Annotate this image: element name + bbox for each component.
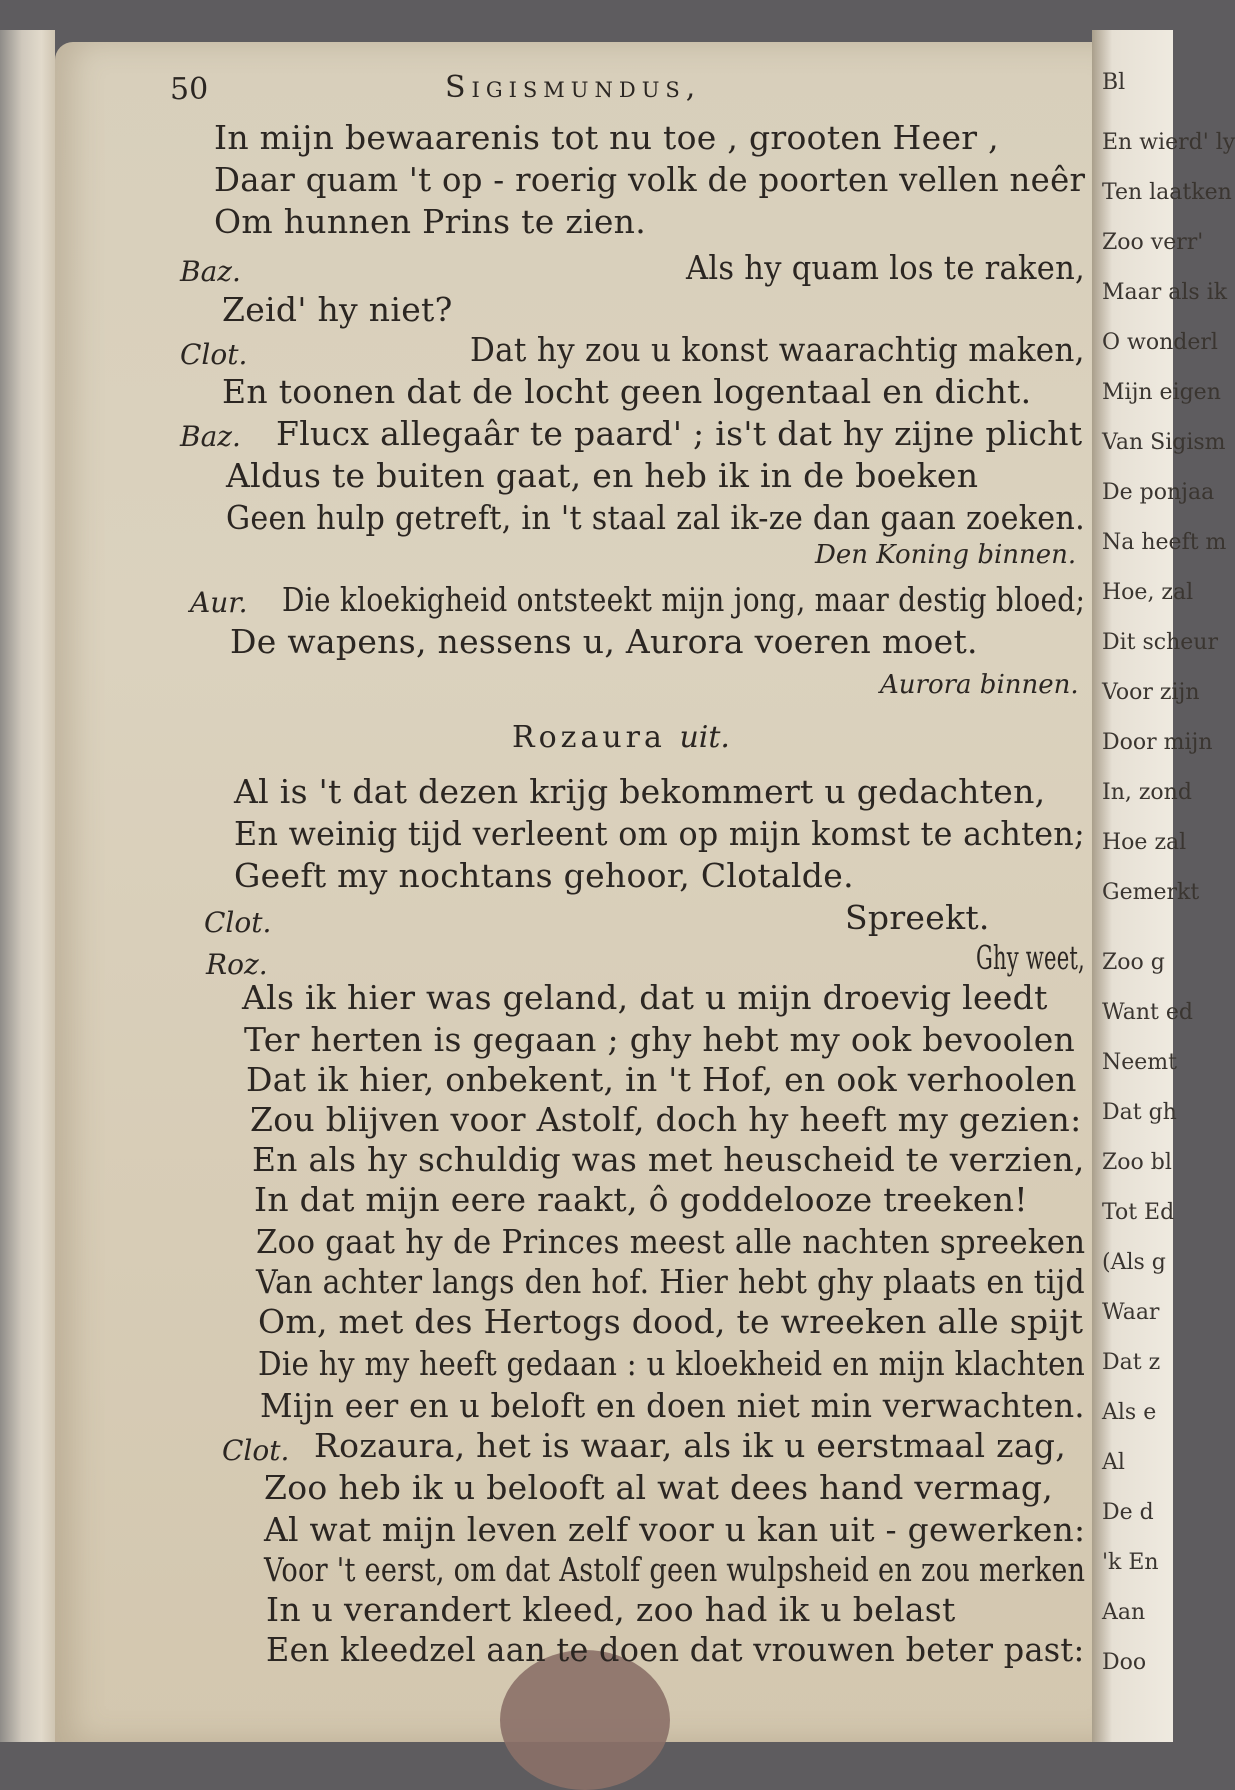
verse-line: En weinig tijd verleent om op mijn komst te achten; bbox=[234, 814, 1086, 853]
verse-line: Zoo gaat hy de Princes meest alle nachten spreeken bbox=[256, 1222, 1086, 1261]
stage-direction: Den Koning binnen. bbox=[815, 540, 1077, 570]
book-left-edge bbox=[0, 30, 55, 1742]
verse-line: Om hunnen Prins te zien. bbox=[214, 202, 647, 241]
speaker-label: Baz. bbox=[180, 255, 241, 288]
verse-line: De wapens, nessens u, Aurora voeren moet. bbox=[230, 622, 978, 661]
verse-line: Als ik hier was geland, dat u mijn droevig leedt bbox=[242, 978, 1048, 1017]
verse-line: Dat ik hier, onbekent, in 't Hof, en ook verhoolen bbox=[246, 1060, 1077, 1099]
verse-line: Die kloekigheid ontsteekt mijn jong, maar destig bloed; bbox=[282, 580, 1086, 619]
verse-line: Aldus te buiten gaat, en heb ik in de boeken bbox=[226, 456, 979, 495]
speaker-label: Roz. bbox=[206, 948, 268, 981]
verse-line: Als hy quam los te raken, bbox=[686, 248, 1086, 287]
verse-line: Een kleedzel aan te doen dat vrouwen beter past: bbox=[266, 1630, 1085, 1669]
facing-page-fragment: Bl En wierd' ly Ten laatken Zoo verr' Maar als ik O wonderl Mijn eigen Van Sigism De ponjaa Na heeft m Hoe, zal Dit scheur Voor zijn Door mijn In, zond Hoe zal Gemerkt Zoo g Want ed Neemt Dat gh Zoo bl Tot Ed (Als g Waar Dat z Als e Al De d 'k En Aan Doo bbox=[1092, 30, 1173, 1742]
scene-heading-name: Rozaura bbox=[512, 720, 666, 755]
verse-line: Die hy my heeft gedaan : u kloekheid en mijn klachten bbox=[258, 1344, 1086, 1383]
verse-line: Daar quam 't op - roerig volk de poorten vellen neêr bbox=[214, 160, 1086, 199]
verse-line: Om, met des Hertogs dood, te wreeken alle spijt bbox=[258, 1302, 1084, 1341]
verse-line: Ter herten is gegaan ; ghy hebt my ook bevoolen bbox=[244, 1020, 1076, 1059]
verse-line: Van achter langs den hof. Hier hebt ghy plaats en tijd bbox=[256, 1262, 1085, 1301]
verse-line: Ghy weet, bbox=[976, 938, 1085, 977]
speaker-label: Baz. bbox=[180, 420, 241, 453]
verse-line: Zoo heb ik u belooft al wat dees hand vermag, bbox=[264, 1468, 1054, 1507]
verse-line: Mijn eer en u beloft en doen niet min verwachten. bbox=[260, 1386, 1085, 1425]
running-title: Sigismundus, bbox=[445, 70, 702, 105]
speaker-label: Clot. bbox=[180, 338, 248, 371]
verse-line: Dat hy zou u konst waarachtig maken, bbox=[470, 330, 1085, 369]
verse-line: Al wat mijn leven zelf voor u kan uit - gewerken: bbox=[264, 1510, 1086, 1549]
verse-line: In mijn bewaarenis tot nu toe , grooten Heer , bbox=[214, 118, 999, 157]
page-number: 50 bbox=[170, 72, 209, 107]
verse-line: Zou blijven voor Astolf, doch hy heeft my gezien: bbox=[250, 1100, 1082, 1139]
stage-direction: Aurora binnen. bbox=[880, 670, 1079, 700]
verse-line: Voor 't eerst, om dat Astolf geen wulpsheid en zou merken bbox=[264, 1550, 1086, 1589]
verse-line: Flucx allegaâr te paard' ; is't dat hy zijne plicht bbox=[276, 414, 1083, 453]
verse-line: Geen hulp getreft, in 't staal zal ik-ze dan gaan zoeken. bbox=[226, 498, 1085, 537]
verse-line: Al is 't dat dezen krijg bekommert u gedachten, bbox=[234, 772, 1046, 811]
verse-line: In dat mijn eere raakt, ô goddelooze treeken! bbox=[254, 1180, 1028, 1219]
verse-line: Geeft my nochtans gehoor, Clotalde. bbox=[234, 856, 854, 895]
verse-line: In u verandert kleed, zoo had ik u belast bbox=[266, 1590, 956, 1629]
speaker-label: Aur. bbox=[190, 586, 248, 619]
finger-shadow bbox=[500, 1650, 670, 1790]
verse-line: Zeid' hy niet? bbox=[222, 290, 453, 329]
verse-line: En toonen dat de locht geen logentaal en dicht. bbox=[222, 372, 1032, 411]
scene-heading-direction: uit. bbox=[679, 720, 730, 755]
verse-line: En als hy schuldig was met heuscheid te verzien, bbox=[252, 1140, 1085, 1179]
speaker-label: Clot. bbox=[222, 1434, 290, 1467]
speaker-label: Clot. bbox=[204, 906, 272, 939]
scene-heading bbox=[512, 720, 730, 755]
verse-line: Rozaura, het is waar, als ik u eerstmaal zag, bbox=[314, 1426, 1067, 1465]
verse-line: Spreekt. bbox=[845, 898, 990, 937]
